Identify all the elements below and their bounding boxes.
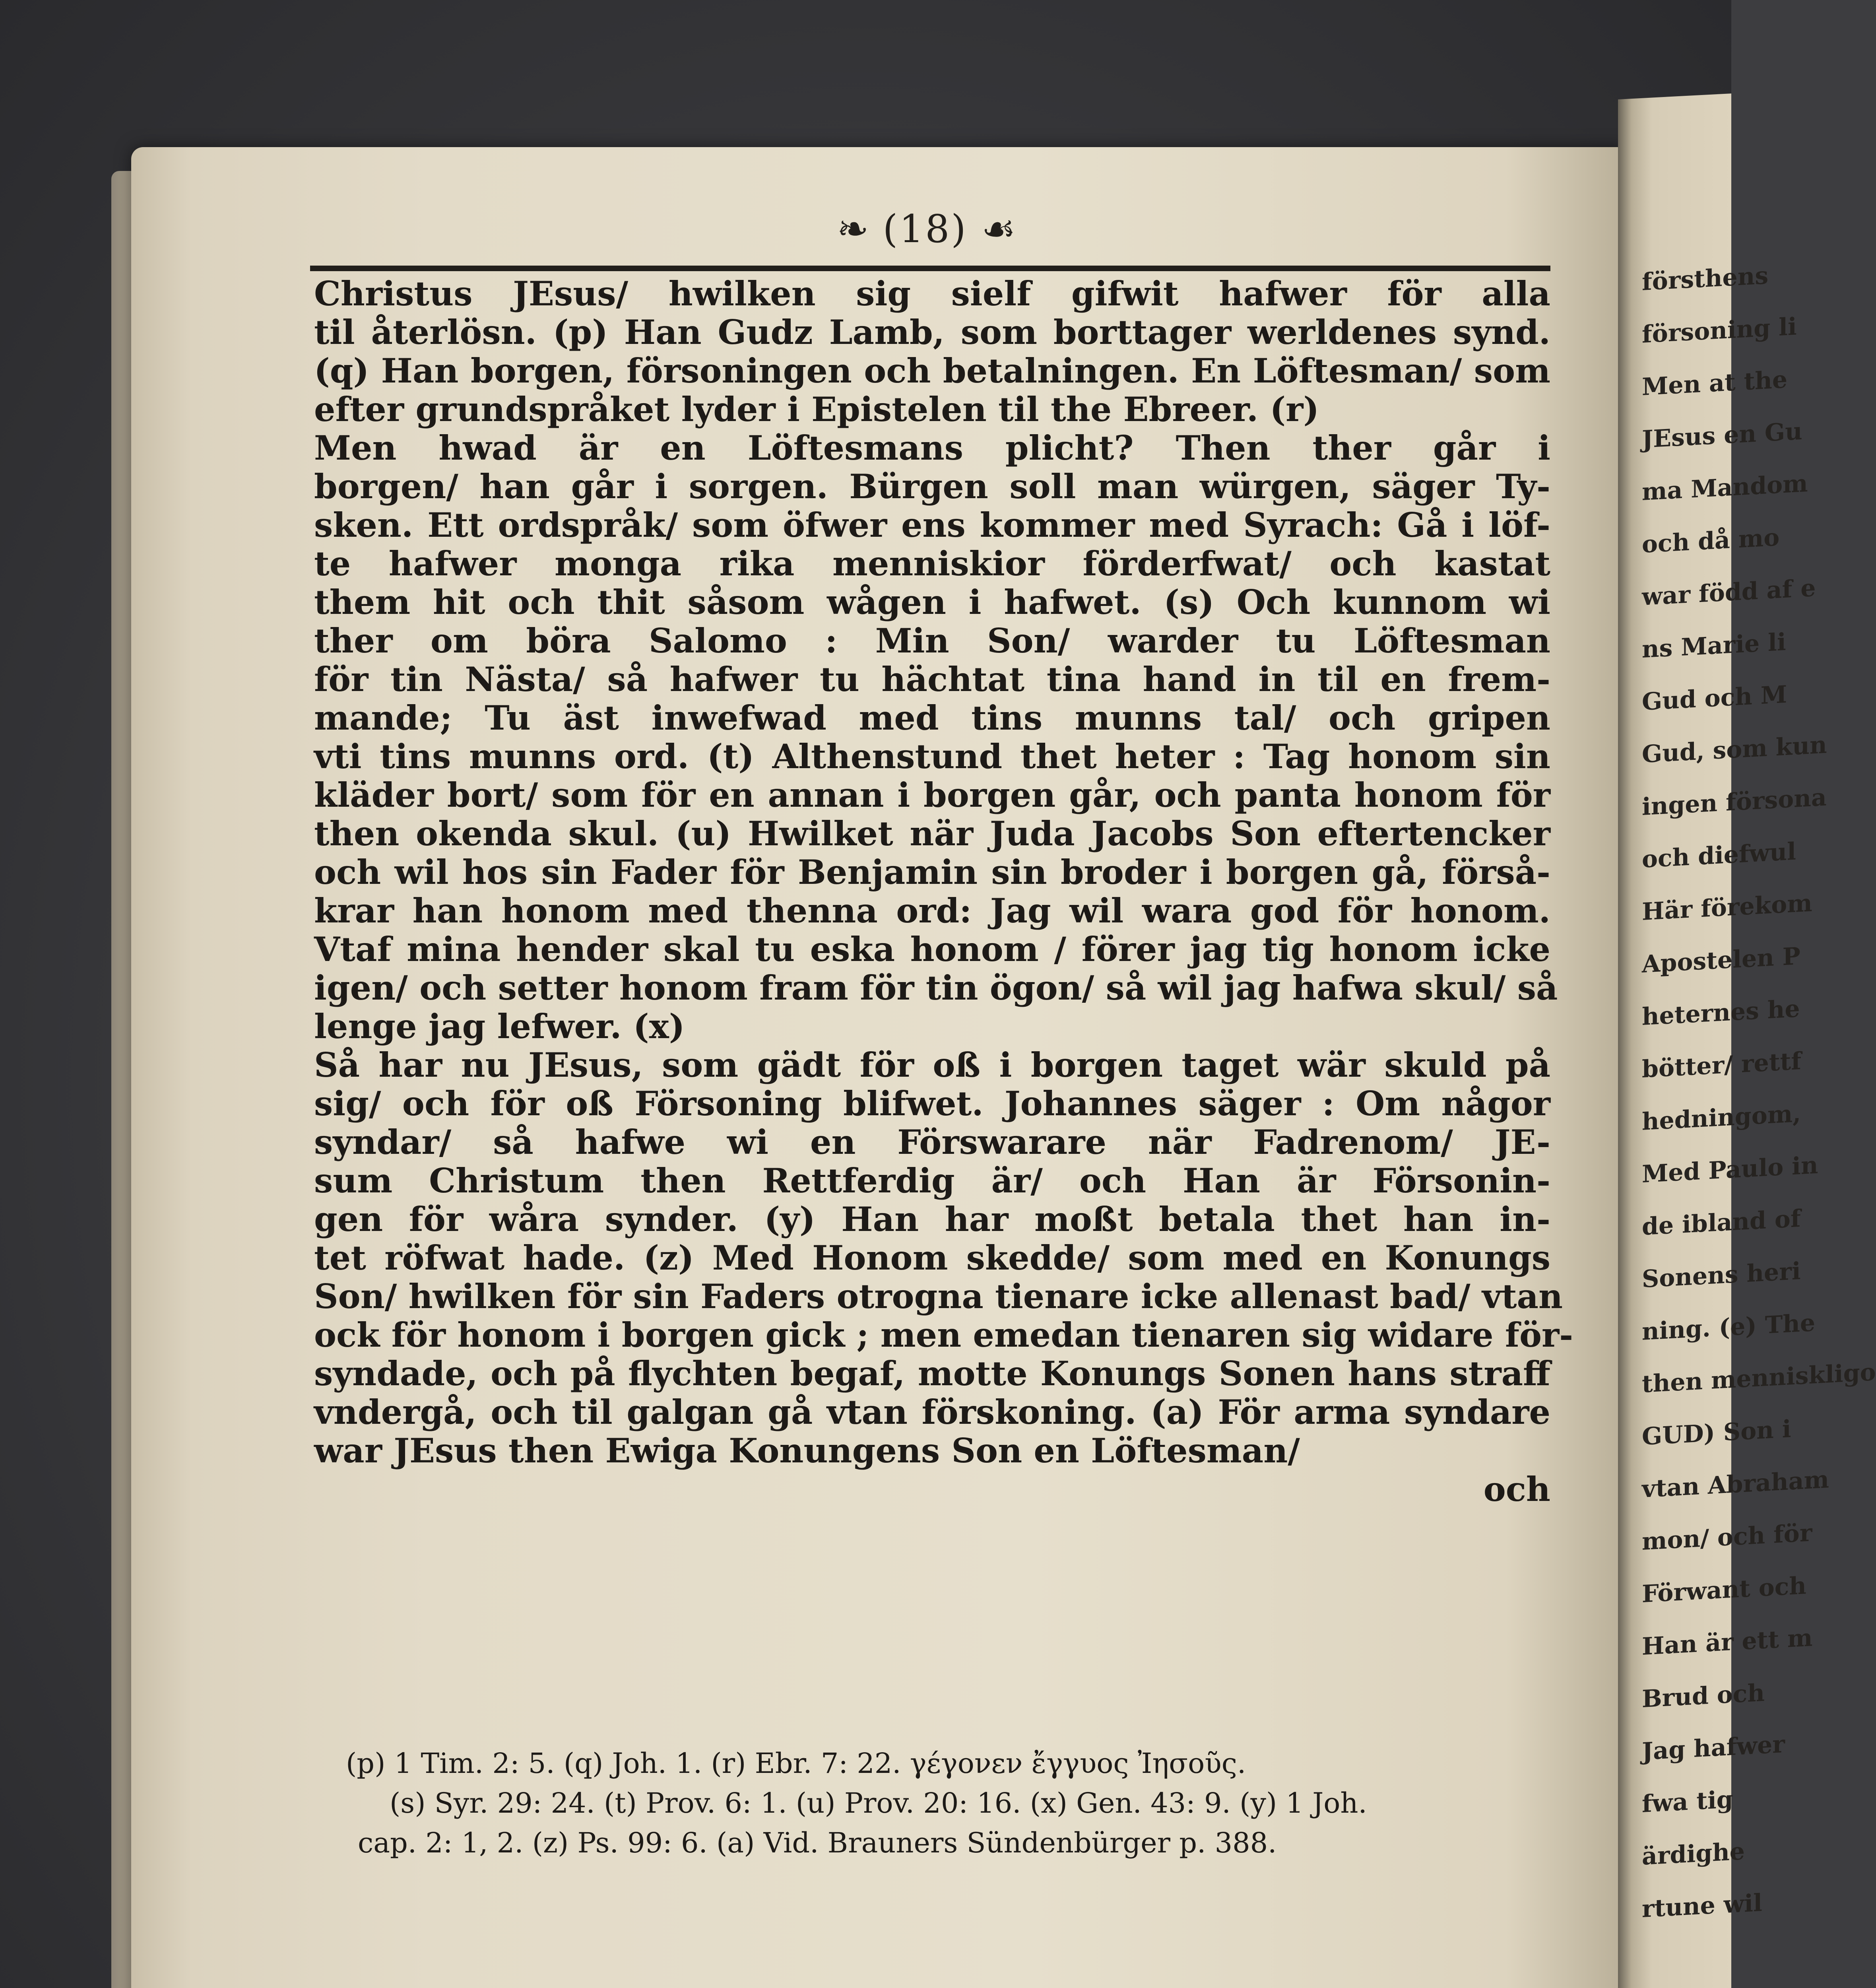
page-header [310,207,1542,266]
footnote-line: cap. 2: 1, 2. (z) Ps. 99: 6. (a) Vid. Brauners Sündenbürger p. 388. [358,1827,1277,1859]
facing-page-line: Sonens heri [1642,1257,1801,1293]
text-line: Vtaf mina hender skal tu eska honom / förer jag tig honom icke [314,930,1550,969]
text-line: krar han honom med thenna ord: Jag wil wara god för honom. [314,891,1550,930]
facing-page-line: ning. (e) The [1642,1309,1816,1346]
text-line: then okenda skul. (u) Hwilket när Juda Jacobs Son eftertencker [314,814,1550,853]
facing-page-line: Jag hafwer [1642,1730,1785,1766]
facing-page-line: bötter/ rettf [1642,1047,1802,1083]
text-line: Christus JEsus/ hwilken sig sielf gifwit hafwer för alla [314,274,1550,313]
text-line: ther om böra Salomo : Min Son/ warder tu Löftesman [314,621,1550,660]
footnote-line: (p) 1 Tim. 2: 5. (q) Joh. 1. (r) Ebr. 7: 22. γέγονεν ἔγγυος Ἰησοῦς. [346,1747,1246,1780]
facing-page-line: fwa tig [1642,1785,1733,1818]
text-line: sum Christum then Rettferdig är/ och Han är Försonin- [314,1161,1550,1200]
facing-page-line: Men at the [1642,365,1788,401]
text-line: efter grundspråket lyder i Epistelen til the Ebreer. (r) [314,390,1319,429]
text-line: vndergå, och til galgan gå vtan förskoning. (a) För arma syndare [314,1392,1550,1432]
facing-page-line: ma Mandom [1642,469,1808,506]
header-rule [310,266,1550,271]
facing-page-line: ns Marie li [1642,628,1786,664]
facing-page-line: försoning li [1642,313,1797,349]
text-line: war JEsus then Ewiga Konungens Son en Löftesman/ [314,1431,1300,1470]
facing-page-line: mon/ och för [1642,1519,1812,1556]
facing-page-line: rtune wil [1642,1889,1762,1923]
text-line: Son/ hwilken för sin Faders otrogna tienare icke allenast bad/ vtan [314,1277,1563,1316]
text-line: them hit och thit såsom wågen i hafwet. (s) Och kunnom wi [314,582,1550,622]
text-line: lenge jag lefwer. (x) [314,1007,685,1046]
facing-page-line: och diefwul [1642,837,1796,874]
facing-page-line: Apostelen P [1642,942,1800,978]
ornament-right-icon: ☙ [981,207,1016,251]
facing-page-line: war född af e [1642,574,1816,611]
footnote-line: (s) Syr. 29: 24. (t) Prov. 6: 1. (u) Prov. 20: 16. (x) Gen. 43: 9. (y) 1 Joh. [390,1787,1367,1819]
catchword: och [1483,1470,1550,1509]
text-line: syndade, och på flychten begaf, motte Konungs Sonen hans straff [314,1354,1550,1393]
page-number: (18) [883,207,968,251]
text-line: Så har nu JEsus, som gädt för oß i borgen taget wär skuld på [314,1045,1550,1085]
text-line: til återlösn. (p) Han Gudz Lamb, som borttager werldenes synd. [314,313,1550,352]
text-line: syndar/ så hafwe wi en Förswarare när Fadrenom/ JE- [314,1122,1550,1162]
body-text [314,274,1573,1753]
text-line: sken. Ett ordspråk/ som öfwer ens kommer med Syrach: Gå i löf- [314,505,1550,545]
facing-page-line: och då mo [1642,523,1780,559]
facing-page-line: ingen försona [1642,783,1827,821]
facing-page-line: ärdighe [1642,1837,1745,1871]
facing-page-line: JEsus en Gu [1642,417,1802,454]
text-line: igen/ och setter honom fram för tin ögon/ så wil jag hafwa skul/ så [314,968,1558,1008]
text-line: gen för wåra synder. (y) Han har moßt betala thet han in- [314,1200,1550,1239]
text-line: för tin Nästa/ så hafwer tu hächtat tina hand in til en frem- [314,660,1550,699]
facing-page-line: GUD) Son i [1642,1415,1791,1451]
facing-page-line [1642,1937,1793,1979]
facing-page-line: Gud och M [1642,680,1787,716]
facing-page-line: de ibland of [1642,1204,1801,1241]
facing-page-line: Han är ett m [1642,1624,1813,1661]
text-line: te hafwer monga rika menniskior förderfwat/ och kastat [314,544,1550,583]
facing-page-line: vtan Abraham [1642,1466,1829,1503]
facing-page-line: Brud och [1642,1679,1765,1713]
facing-page-line: försthens [1642,262,1769,296]
text-line: mande; Tu äst inwefwad med tins munns tal/ och gripen [314,698,1550,738]
facing-page-line: heternes he [1642,995,1800,1031]
facing-page [1618,93,1876,1988]
text-line: ock för honom i borgen gick ; men emedan tienaren sig widare för- [314,1315,1573,1355]
text-line: (q) Han borgen, försoningen och betalningen. En Löftesman/ som [314,351,1550,390]
text-line: tet röfwat hade. (z) Med Honom skedde/ som med en Konungs [314,1238,1550,1277]
facing-page-line: Förwant och [1642,1572,1806,1608]
facing-page-line: Här förekom [1642,889,1812,926]
text-line: kläder bort/ som för en annan i borgen går, och panta honom för [314,775,1550,815]
facing-page-line: then menniskligo [1642,1358,1876,1398]
facing-page-line: hedningom, [1642,1099,1801,1136]
ornament-left-icon: ❧ [837,207,869,251]
footnotes [346,1743,1550,1875]
facing-page-line: Gud, som kun [1642,731,1827,769]
facing-page-line: Med Paulo in [1642,1151,1818,1188]
text-line: vti tins munns ord. (t) Althenstund thet heter : Tag honom sin [314,737,1550,776]
text-line: Men hwad är en Löftesmans plicht? Then ther går i [314,428,1550,468]
text-line: borgen/ han går i sorgen. Bürgen soll man würgen, säger Ty- [314,467,1550,506]
text-line: och wil hos sin Fader för Benjamin sin broder i borgen gå, förså- [314,852,1550,892]
text-line: sig/ och för oß Försoning blifwet. Johannes säger : Om någor [314,1084,1550,1123]
